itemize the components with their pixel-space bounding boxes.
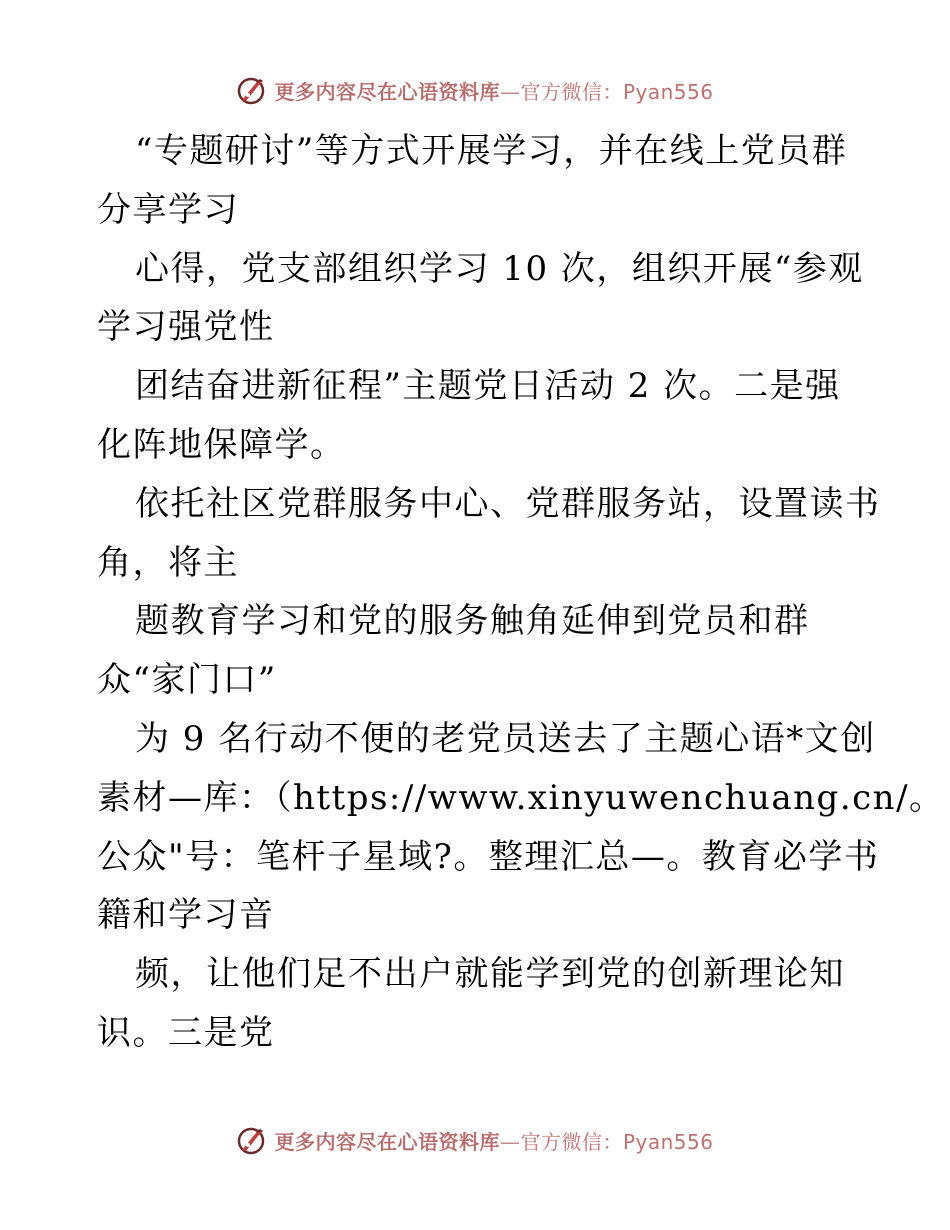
footer-brand: 更多内容尽在心语资料库	[274, 1129, 500, 1154]
footer-wechat: 官方微信：Pyan556	[520, 1129, 714, 1154]
body-line: 化阵地保障学。	[97, 424, 346, 465]
body-line: 学习强党性	[97, 307, 275, 348]
body-line: 心得，党支部组织学习 10 次，组织开展“参观	[135, 248, 864, 289]
body-line: 识。三是党	[97, 1012, 275, 1053]
body-line: 频，让他们足不出户就能学到党的创新理论知	[135, 954, 845, 995]
brush-logo-icon	[236, 74, 268, 106]
body-line: 分享学习	[97, 189, 239, 230]
body-line: 为 9 名行动不便的老党员送去了主题心语*文创	[135, 718, 876, 759]
footer-banner-text	[274, 1126, 713, 1155]
body-line: 角，将主	[97, 542, 239, 583]
body-line: 依托社区党群服务中心、党群服务站，设置读书	[135, 483, 881, 524]
header-brand: 更多内容尽在心语资料库	[274, 79, 500, 104]
body-line: “专题研讨”等方式开展学习，并在线上党员群	[135, 131, 848, 171]
body-line: 团结奋进新征程”主题党日活动 2 次。二是强	[135, 366, 841, 407]
body-line: 众“家门口”	[97, 660, 277, 701]
body-line: 公众"号：笔杆子星域?。整理汇总—。教育必学书	[97, 836, 880, 877]
document-body	[97, 122, 945, 1063]
header-banner	[0, 70, 950, 110]
header-separator: —	[499, 79, 521, 104]
header-wechat: 官方微信：Pyan556	[520, 79, 714, 104]
footer-banner	[0, 1120, 950, 1160]
body-line: 籍和学习音	[97, 895, 275, 936]
body-line: 素材—库：（https://www.xinyuwenchuang.cn/。	[97, 777, 945, 818]
brush-logo-icon	[236, 1124, 268, 1156]
body-line: 题教育学习和党的服务触角延伸到党员和群	[135, 601, 810, 642]
header-banner-text	[274, 76, 713, 105]
footer-separator: —	[499, 1129, 521, 1154]
